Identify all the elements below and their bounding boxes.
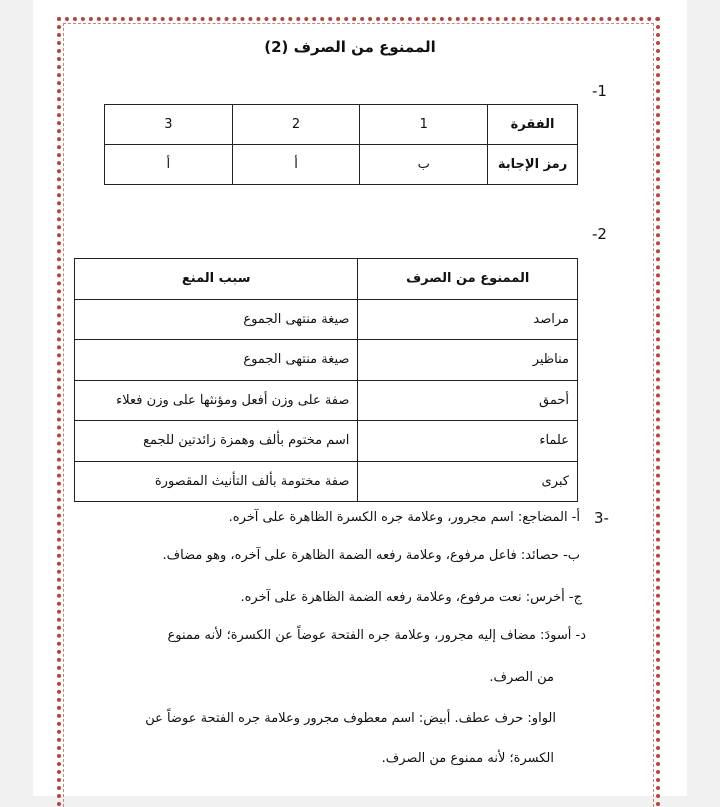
table-cell: 1 [360,105,488,145]
table-header-row [75,259,578,300]
answer-line: أ- المضاجع: اسم مجرور، وعلامة جره الكسرة الظاهرة على آخره. [228,510,580,525]
table-row [105,145,578,185]
table-cell-word: علماء [358,421,578,462]
table-cell: 2 [232,105,360,145]
table-row [75,421,578,462]
table-header: الممنوع من الصرف [358,259,578,300]
table-cell-reason: صفة مختومة بألف التأنيث المقصورة [75,461,358,502]
table-row [105,105,578,145]
answer-line: من الصرف. [489,670,554,685]
table-cell-label: الفقرة [488,105,578,145]
table-cell-word: مناظير [358,340,578,381]
answer-line: ج- أخرس: نعت مرفوع، وعلامة رفعه الضمة الظاهرة على آخره. [240,590,582,605]
answer-key-table [104,104,578,185]
table-header: سبب المنع [75,259,358,300]
table-cell-word: كبرى [358,461,578,502]
table-cell: 3 [105,105,233,145]
table-row [75,461,578,502]
page-title: الممنوع من الصرف (2) [264,38,436,56]
answer-line: الكسرة؛ لأنه ممنوع من الصرف. [381,751,554,766]
table-cell-reason: اسم مختوم بألف وهمزة زائدتين للجمع [75,421,358,462]
table-cell-reason: صيغة منتهى الجموع [75,299,358,340]
question-1-number: -1 [592,82,607,100]
question-3-number: 3- [594,509,609,527]
table-cell: أ [232,145,360,185]
table-cell-word: أحمق [358,380,578,421]
table-cell-label: رمز الإجابة [488,145,578,185]
forbidden-words-table [74,258,578,502]
table-cell-word: مراصد [358,299,578,340]
table-row [75,299,578,340]
table-row [75,340,578,381]
table-cell: أ [105,145,233,185]
answer-line: ب- حصائد: فاعل مرفوع، وعلامة رفعه الضمة الظاهرة على آخره، وهو مضاف. [162,548,580,563]
question-2-number: -2 [592,225,607,243]
table-row [75,380,578,421]
answer-line: د- أسودَ: مضاف إليه مجرور، وعلامة جره الفتحة عوضاً عن الكسرة؛ لأنه ممنوع [167,628,586,643]
table-cell-reason: صفة على وزن أفعل ومؤنثها على وزن فعلاء [75,380,358,421]
answer-line: الواو: حرف عطف. أبيض: اسم معطوف مجرور وعلامة جره الفتحة عوضاً عن [145,711,556,726]
table-cell-reason: صيغة منتهى الجموع [75,340,358,381]
table-cell: ب [360,145,488,185]
